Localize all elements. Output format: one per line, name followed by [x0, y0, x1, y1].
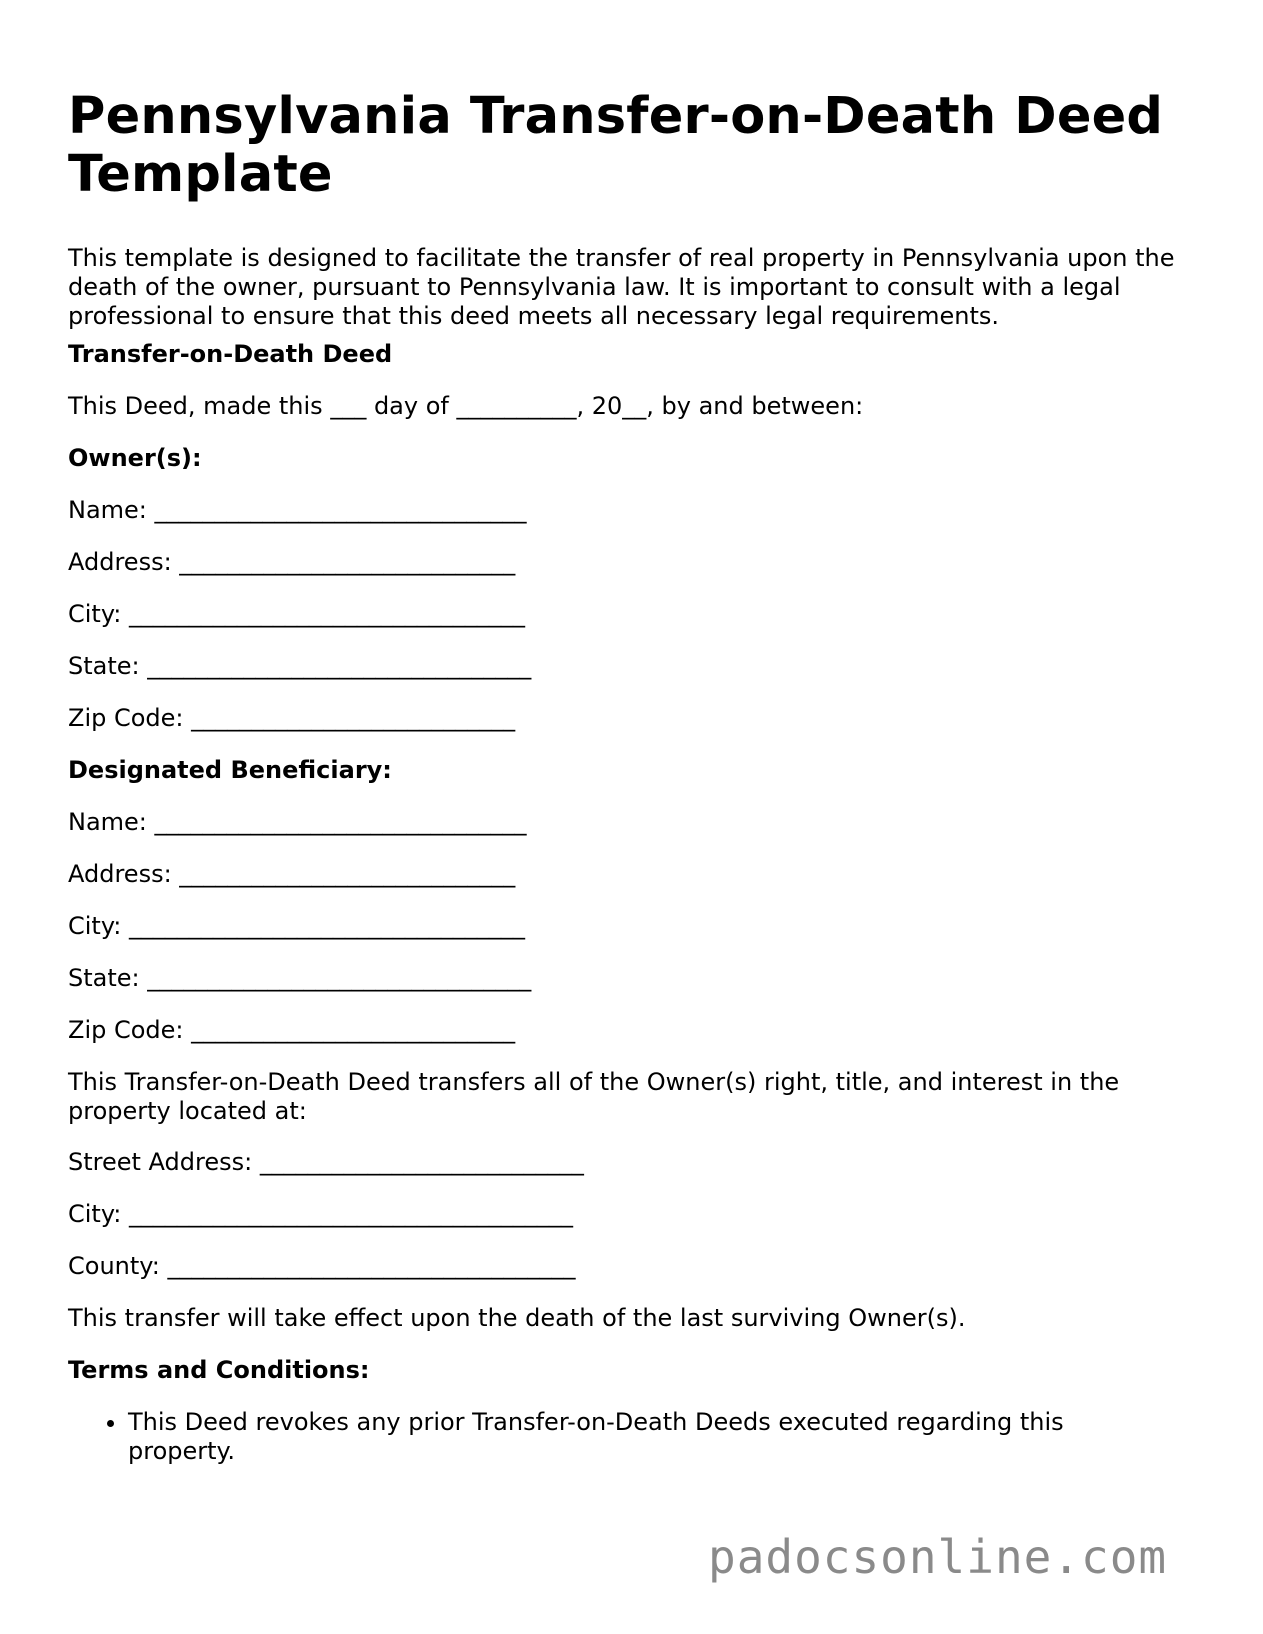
beneficiary-name-field[interactable]: Name: _______________________________ [68, 808, 527, 836]
deed-heading: Transfer-on-Death Deed [68, 340, 393, 368]
terms-heading: Terms and Conditions: [68, 1356, 370, 1384]
owner-city-field[interactable]: City: _________________________________ [68, 600, 526, 628]
document-page [68, 0, 1208, 1465]
effect-paragraph: This transfer will take effect upon the death of the last surviving Owner(s). [68, 1304, 966, 1332]
owner-heading: Owner(s): [68, 444, 202, 472]
beneficiary-city-field[interactable]: City: _________________________________ [68, 912, 526, 940]
page-title: Pennsylvania Transfer-on-Death Deed Template [68, 87, 1164, 204]
owner-state-field[interactable]: State: ________________________________ [68, 652, 532, 680]
transfer-paragraph: This Transfer-on-Death Deed transfers all of the Owner(s) right, title, and interest in the property located at: [68, 1068, 1120, 1125]
owner-name-field[interactable]: Name: _______________________________ [68, 496, 527, 524]
beneficiary-address-field[interactable]: Address: ____________________________ [68, 860, 516, 888]
owner-address-field[interactable]: Address: ____________________________ [68, 548, 516, 576]
intro-paragraph: This template is designed to facilitate the transfer of real property in Pennsylvania upon the death of the owner, pursuant to Pennsylvania law. It is important to consult with a legal professional to ensure that this deed meets all necessary legal requirements. [68, 244, 1175, 330]
deed-date-line: This Deed, made this ___ day of __________, 20__, by and between: [68, 392, 864, 420]
beneficiary-heading: Designated Beneficiary: [68, 756, 392, 784]
beneficiary-state-field[interactable]: State: ________________________________ [68, 964, 532, 992]
terms-list [68, 1408, 1128, 1466]
terms-list-item: • This Deed revokes any prior Transfer-on-Death Deeds executed regarding this property. [128, 1408, 1128, 1466]
watermark-text: padocsonline.com [708, 1530, 1168, 1584]
property-street-field[interactable]: Street Address: ___________________________ [68, 1148, 584, 1176]
beneficiary-zip-field[interactable]: Zip Code: ___________________________ [68, 1016, 516, 1044]
property-county-field[interactable]: County: __________________________________ [68, 1252, 576, 1280]
property-city-field[interactable]: City: _____________________________________ [68, 1200, 574, 1228]
owner-zip-field[interactable]: Zip Code: ___________________________ [68, 704, 516, 732]
